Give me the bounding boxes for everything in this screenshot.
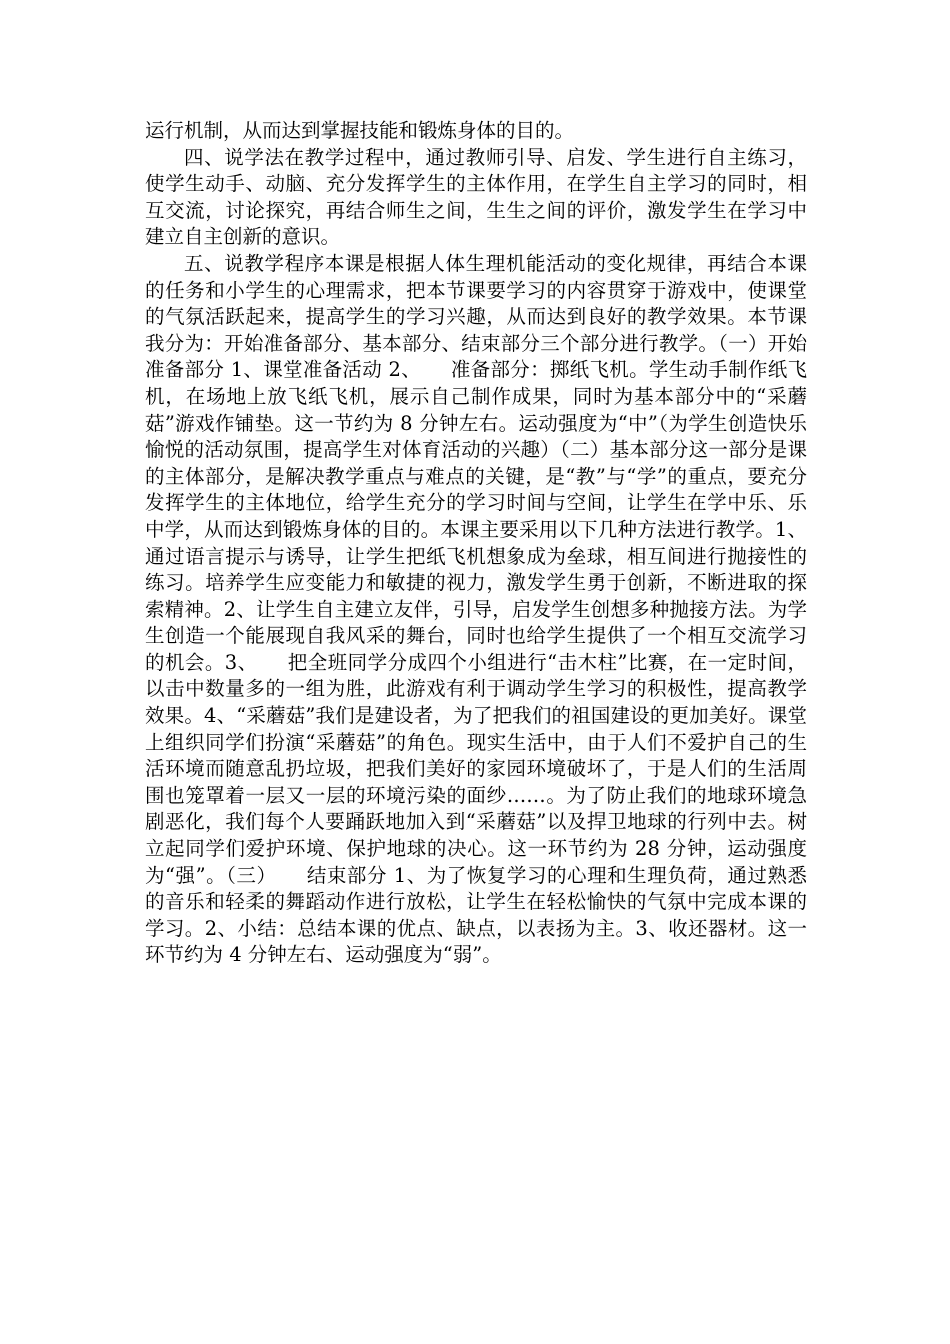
document-page xyxy=(145,118,807,969)
paragraph-teaching-procedure: 五、说教学程序本课是根据人体生理机能活动的变化规律，再结合本课的任务和小学生的心理需求，把本节课要学习的内容贯穿于游戏中，使课堂的气氛活跃起来，提高学生的学习兴趣，从而达到良好的教学效果。本节课我分为：开始准备部分、基本部分、结束部分三个部分进行教学。（一）开始准备部分 1、课堂准备活动 2、 准备部分：掷纸飞机。学生动手制作纸飞机，在场地上放飞纸飞机，展示自己制作成果，同时为基本部分中的“采蘑菇”游戏作铺垫。这一节约为 8 分钟左右。运动强度为“中”（为学生创造快乐愉悦的活动氛围，提高学生对体育活动的兴趣）（二）基本部分这一部分是课的主体部分，是解决教学重点与难点的关键，是“教”与“学”的重点，要充分发挥学生的主体地位，给学生充分的学习时间与空间，让学生在学中乐、乐中学，从而达到锻炼身体的目的。本课主要采用以下几种方法进行教学。1、通过语言提示与诱导，让学生把纸飞机想象成为垒球，相互间进行抛接性的练习。培养学生应变能力和敏捷的视力，激发学生勇于创新，不断进取的探索精神。2、让学生自主建立友伴，引导，启发学生创想多种抛接方法。为学生创造一个能展现自我风采的舞台，同时也给学生提供了一个相互交流学习的机会。3、 把全班同学分成四个小组进行“击木柱”比赛，在一定时间，以击中数量多的一组为胜，此游戏有利于调动学生学习的积极性，提高教学效果。4、“采蘑菇”我们是建设者，为了把我们的祖国建设的更加美好。课堂上组织同学们扮演“采蘑菇”的角色。现实生活中，由于人们不爱护自己的生活环境而随意乱扔垃圾，把我们美好的家园环境破坏了，于是人们的生活周围也笼罩着一层又一层的环境污染的面纱……。为了防止我们的地球环境急剧恶化，我们每个人要踊跃地加入到“采蘑菇”以及捍卫地球的行列中去。树立起同学们爱护环境、保护地球的决心。这一环节约为 28 分钟，运动强度为“强”。（三） 结束部分 1、为了恢复学习的心理和生理负荷，通过熟悉的音乐和轻柔的舞蹈动作进行放松，让学生在轻松愉快的气氛中完成本课的学习。2、小结：总结本课的优点、缺点，以表扬为主。3、收还器材。这一环节约为 4 分钟左右、运动强度为“弱”。 xyxy=(145,251,807,967)
paragraph-continuation: 运行机制，从而达到掌握技能和锻炼身体的目的。 xyxy=(145,119,575,142)
paragraph-study-method: 四、说学法在教学过程中，通过教师引导、启发、学生进行自主练习，使学生动手、动脑、充分发挥学生的主体作用，在学生自主学习的同时，相互交流，讨论探究，再结合师生之间，生生之间的评价，激发学生在学习中建立自主创新的意识。 xyxy=(145,145,807,249)
